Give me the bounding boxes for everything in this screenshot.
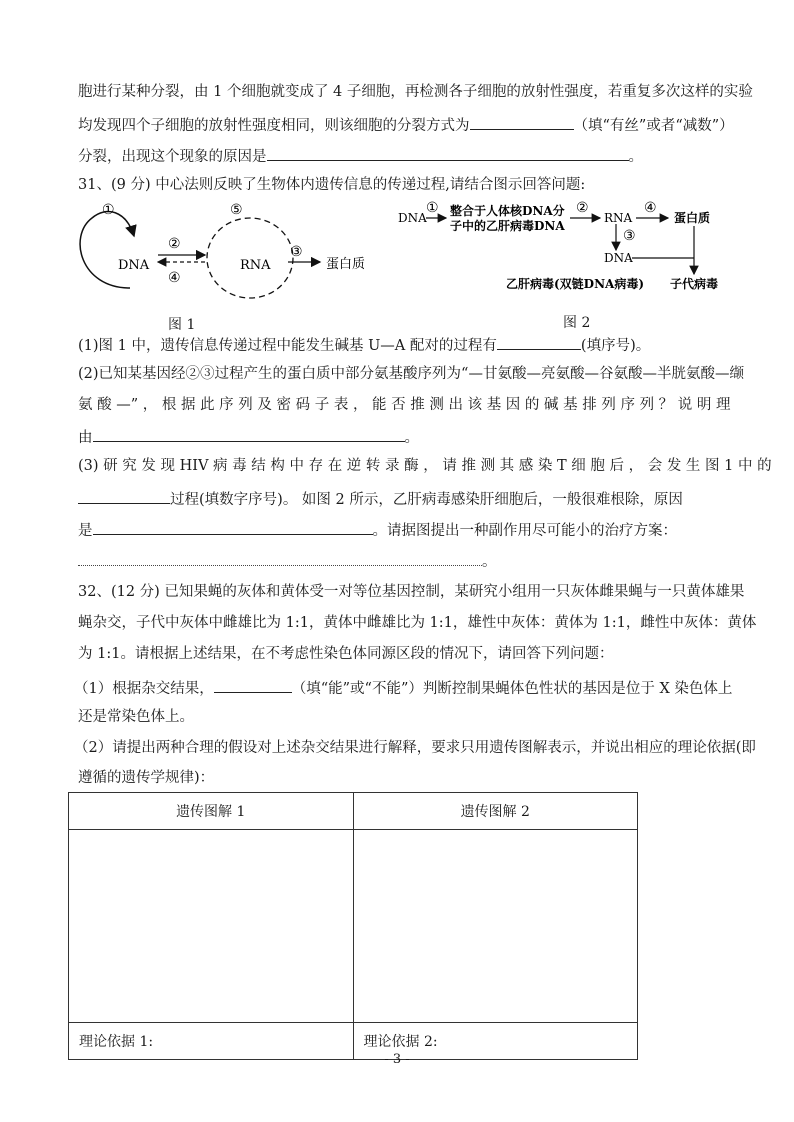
q32-p1-text: （1）根据杂交结果，: [74, 681, 214, 697]
figure-2: [394, 198, 734, 298]
fig2-virus: 乙肝病毒(双链DNA病毒): [506, 277, 645, 291]
q30-answer-blank-2[interactable]: [267, 144, 629, 161]
q31-p3-line3-hint: 。请据图提出一种副作用尽可能小的治疗方案：: [372, 523, 677, 539]
figure-1: [70, 196, 390, 308]
q31-p3-line2: [78, 487, 683, 510]
theory-basis-1[interactable]: 理论依据 1:: [69, 1023, 354, 1060]
fig1-label-2: ②: [168, 236, 181, 252]
q32-p1: [74, 676, 732, 699]
q31-blank-4[interactable]: [93, 518, 373, 535]
fig2-progeny: 子代病毒: [670, 277, 719, 291]
q32-line1: 32、(12 分) 已知果蝇的灰体和黄体受一对等位基因控制，某研究小组用一只灰体雌果蝇与一只黄体雄果: [78, 584, 745, 600]
fig2-box-line2: 子中的乙肝病毒DNA: [450, 219, 565, 233]
theory-basis-2[interactable]: 理论依据 2:: [353, 1023, 638, 1060]
answer-table-header: [69, 793, 638, 830]
q31-p3-line3-text: 是: [78, 523, 93, 539]
fig1-label-4: ④: [168, 270, 181, 286]
answer-table: [68, 792, 638, 1060]
fig1-label-1: ①: [102, 202, 115, 218]
q30-line3-period: 。: [628, 149, 643, 165]
q31-stem: 31、(9 分) 中心法则反映了生物体内遗传信息的传递过程,请结合图示回答问题:: [78, 177, 586, 193]
q31-blank-3[interactable]: [78, 487, 170, 504]
q32-blank-1[interactable]: [214, 676, 292, 693]
fig1-caption: 图 1: [168, 317, 196, 333]
q31-blank-2[interactable]: [93, 425, 405, 442]
page-number: - 3 -: [384, 1052, 410, 1067]
q32-line2: 蝇杂交，子代中灰体中雌雄比为 1:1，黄体中雌雄比为 1:1，雄性中灰体：黄体为 1:1，雌性中灰体：黄体: [78, 615, 757, 631]
q30-line1: 胞进行某种分裂，由 1 个细胞就变成了 4 子细胞，再检测各子细胞的放射性强度，若重复多次这样的实验: [78, 84, 753, 100]
fig2-box-line1: 整合于人体核DNA分: [450, 204, 565, 218]
q32-p1-line2: 还是常染色体上。: [78, 709, 194, 725]
q31-p2-line3-text: 由: [78, 430, 93, 446]
q30-line2-text: 均发现四个子细胞的放射性强度相同，则该细胞的分裂方式为: [78, 118, 470, 134]
diagram-1-answer-area[interactable]: [69, 830, 354, 1023]
q31-p2-line3: [78, 425, 419, 448]
fig1-rna: RNA: [240, 258, 271, 273]
fig1-dna-loop: [80, 212, 134, 288]
q31-blank-1[interactable]: [497, 333, 581, 350]
fig2-label-1: ①: [426, 200, 439, 216]
q31-p1-hint: (填序号)。: [580, 338, 651, 354]
q31-blank-5[interactable]: [78, 549, 482, 566]
q31-p2-line2: 氨 酸 —” ， 根 据 此 序 列 及 密 码 子 表 ， 能 否 推 测 出 该 基 因 的 碱 基 排 列 序 列 ？ 说 明 理: [78, 397, 731, 413]
fig2-label-2: ②: [576, 200, 589, 216]
fig2-label-3: ③: [623, 228, 636, 244]
q32-p2-line1: （2）请提出两种合理的假设对上述杂交结果进行解释，要求只用遗传图解表示，并说出相应的理论依据(即: [74, 740, 756, 756]
q31-p3-line3: [78, 518, 677, 541]
q32-p2-line2: 遵循的遗传学规律)：: [78, 770, 215, 786]
fig2-dna: DNA: [398, 211, 427, 225]
fig1-dna: DNA: [118, 258, 150, 273]
q31-p1-text: (1)图 1 中，遗传信息传递过程中能发生碱基 U—A 配对的过程有: [78, 338, 497, 354]
fig2-caption: 图 2: [563, 315, 591, 331]
q30-line3: [78, 144, 643, 167]
fig2-rna: RNA: [604, 211, 633, 225]
q31-p1: [78, 333, 650, 356]
q31-p2-line1: (2)已知某基因经②③过程产生的蛋白质中部分氨基酸序列为“—甘氨酸—亮氨酸—谷氨酸—半胱氨酸—缬: [78, 366, 744, 382]
fig1-label-5: ⑤: [230, 202, 243, 218]
fig1-protein: 蛋白质: [326, 257, 366, 272]
table-head-diagram-1: 遗传图解 1: [69, 793, 354, 830]
q30-line3-text: 分裂，出现这个现象的原因是: [78, 149, 267, 165]
q31-p3-line2-text: 过程(填数字序号)。 如图 2 所示，乙肝病毒感染肝细胞后，一般很难根除，原因: [170, 492, 683, 508]
fig2-protein: 蛋白质: [674, 211, 711, 225]
q32-line3: 为 1:1。请根据上述结果，在不考虑性染色体同源区段的情况下，请回答下列问题：: [78, 646, 614, 662]
q31-p3-line4-end: 。: [482, 554, 497, 570]
fig2-dna2: DNA: [604, 251, 633, 265]
q30-line2-hint: （填“有丝”或者“减数”）: [573, 118, 734, 134]
q31-p2-line3-end: 。: [404, 430, 419, 446]
fig2-label-4: ④: [644, 200, 657, 216]
q31-p3-line1: (3) 研 究 发 现 HIV 病 毒 结 构 中 存 在 逆 转 录 酶 ， 请 推 测 其 感 染 T 细 胞 后 ， 会 发 生 图 1 中 的: [78, 458, 772, 474]
q32-p1-hint: （填“能”或“不能”）判断控制果蝇体色性状的基因是位于 X 染色体上: [291, 681, 733, 697]
table-head-diagram-2: 遗传图解 2: [353, 793, 638, 830]
answer-table-body: [69, 830, 638, 1023]
q30-answer-blank-1[interactable]: [470, 113, 574, 130]
diagram-2-answer-area[interactable]: [353, 830, 638, 1023]
q31-p3-line4: [78, 549, 497, 572]
fig1-label-3: ③: [290, 244, 303, 260]
q30-line2: [78, 113, 734, 136]
